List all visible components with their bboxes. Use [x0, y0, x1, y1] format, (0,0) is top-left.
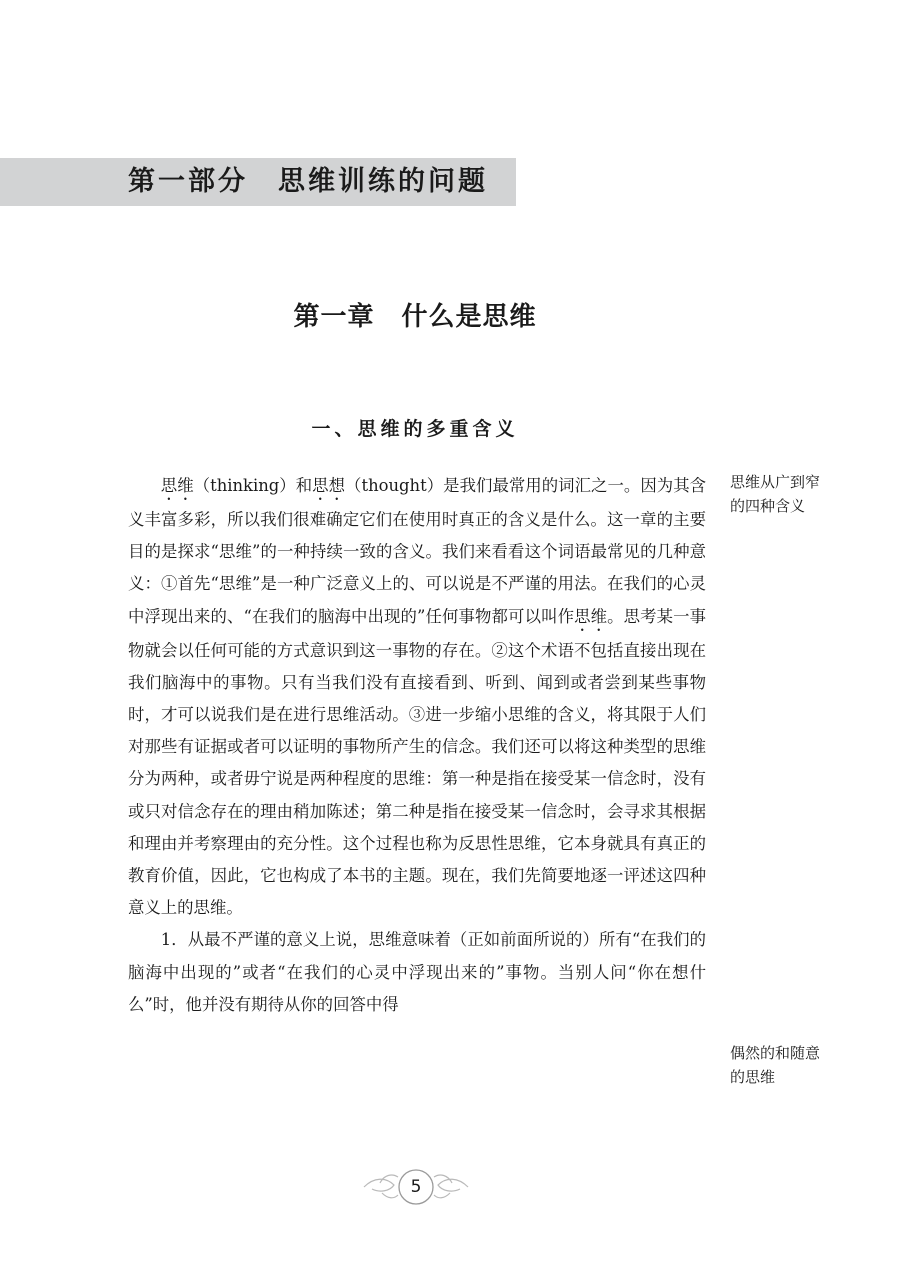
margin-note: 偶然的和随意的思维 — [730, 1044, 821, 1086]
chapter-title: 第一章 什么是思维 — [293, 302, 537, 332]
part-title: 第一部分 思维训练的问题 — [128, 166, 488, 197]
text-run: （thought）是我们最常用的词汇之一。因为其含义丰富多彩，所以我们很难确定它们在使用时真正的含义是什么。这一章的主要目的是探求“思维”的一种持续一致的含义。我们来看看这个词语最常见的几种意义：①首先“思维”是一种广泛意义上的、可以说是不严谨的用法。在我们的心灵中浮现出来的、“在我们的脑海中出现的”任何事物都可以叫作 — [128, 476, 707, 626]
body-text — [128, 470, 706, 1021]
text-run: 。思考某一事物就会以任何可能的方式意识到这一事物的存在。②这个术语不包括直接出现在我们脑海中的事物。只有当我们没有直接看到、听到、闻到或者尝到某些事物时，才可以说我们是在进行思维活动。③进一步缩小思维的含义，将其限于人们对那些有证据或者可以证明的事物所产生的信念。我们还可以将这种类型的思维分为两种，或者毋宁说是两种程度的思维：第一种是指在接受某一信念时，没有或只对信念存在的理由稍加陈述；第二种是指在接受某一信念时，会寻求其根据和理由并考察理由的充分性。这个过程也称为反思性思维，它本身就具有真正的教育价值，因此，它也构成了本书的主题。现在，我们先简要地逐一评述这四种意义上的思维。 — [128, 606, 707, 918]
paragraph-1 — [128, 470, 706, 924]
page-number: 5 — [410, 1177, 422, 1197]
text-run: （thinking）和 — [193, 476, 313, 495]
margin-note: 思维从广到窄的四种含义 — [730, 473, 821, 515]
emphasized-word: 思维 — [160, 476, 194, 495]
section-title: 一、思维的多重含义 — [311, 418, 519, 440]
emphasized-word: 思想 — [312, 476, 346, 495]
paragraph-2: 1．从最不严谨的意义上说，思维意味着（正如前面所说的）所有“在我们的脑海中出现的”或者“在我们的心灵中浮现出来的”事物。当别人问“你在想什么”时，他并没有期待从你的回答中得 — [128, 930, 706, 1014]
emphasized-word: 思维 — [574, 606, 608, 626]
